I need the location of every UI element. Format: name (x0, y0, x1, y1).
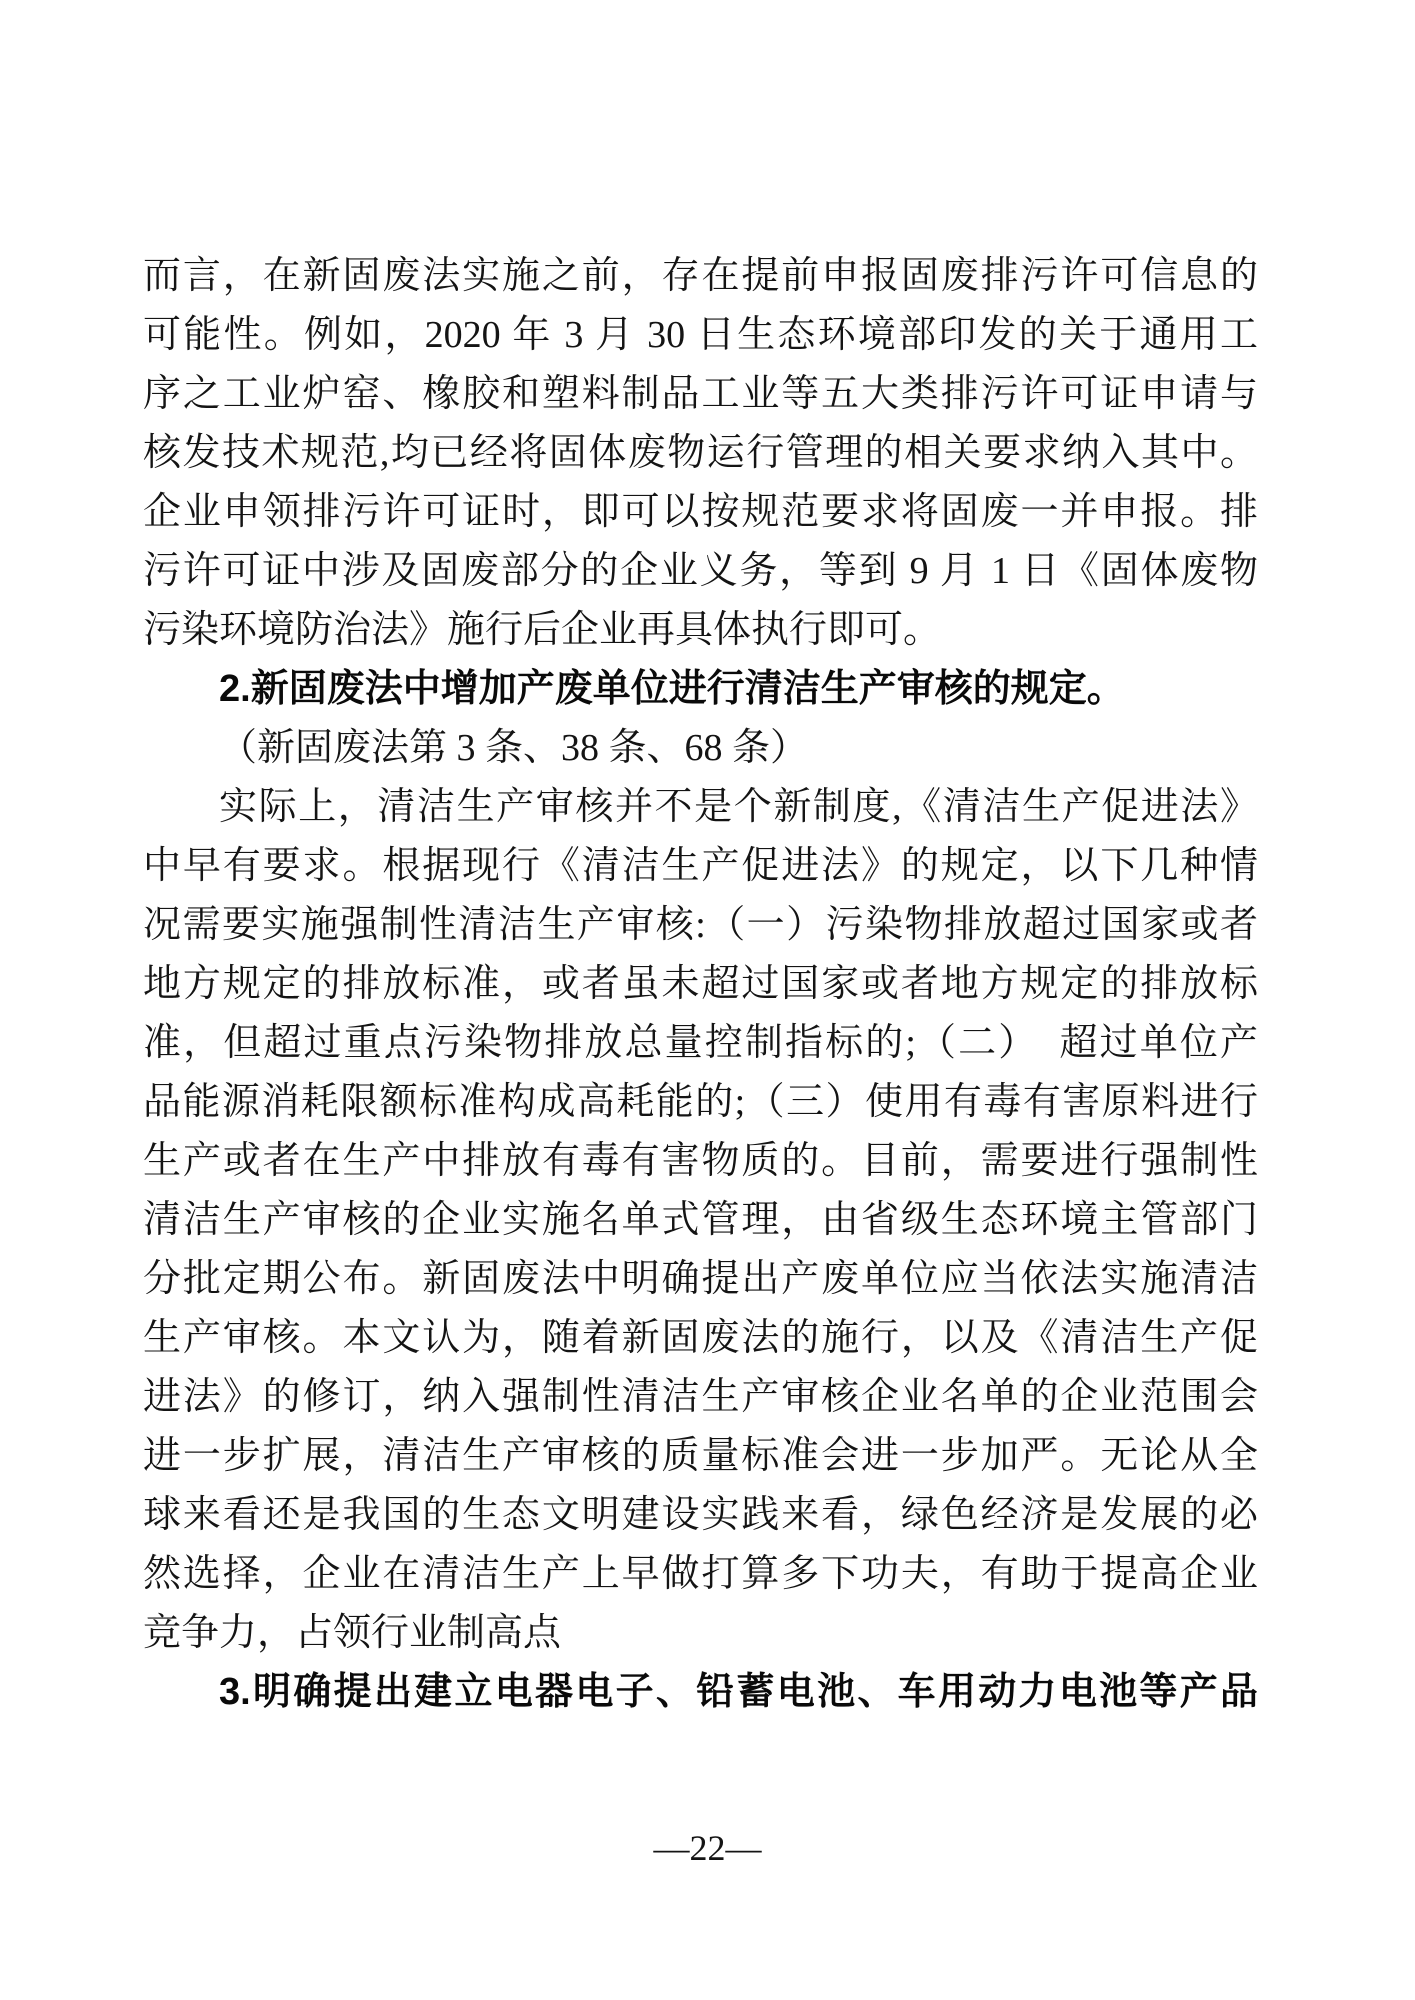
heading-line: 2.新固废法中增加产废单位进行清洁生产审核的规定。 (219, 668, 1125, 710)
page-number: —22— (653, 1828, 762, 1868)
text-line: 球来看还是我国的生态文明建设实践来看，绿色经济是发展的必 (143, 1494, 1258, 1536)
text-line: 分批定期公布。新固废法中明确提出产废单位应当依法实施清洁 (143, 1258, 1258, 1300)
text-line: 地方规定的排放标准，或者虽未超过国家或者地方规定的排放标 (143, 963, 1258, 1005)
text-block (143, 247, 1258, 1722)
text-line: 竞争力，占领行业制高点 (143, 1612, 562, 1654)
text-line: 生产或者在生产中排放有毒有害物质的。目前，需要进行强制性 (143, 1140, 1258, 1182)
text-line: 可能性。例如，2020 年 3 月 30 日生态环境部印发的关于通用工 (143, 314, 1258, 356)
text-line: 况需要实施强制性清洁生产审核:（一）污染物排放超过国家或者 (143, 904, 1258, 946)
text-line: 核发技术规范,均已经将固体废物运行管理的相关要求纳入其中。 (143, 432, 1258, 474)
text-line: 实际上，清洁生产审核并不是个新制度,《清洁生产促进法》 (219, 786, 1258, 828)
heading-line: 3.明确提出建立电器电子、铅蓄电池、车用动力电池等产品 (219, 1671, 1258, 1713)
text-line: 污许可证中涉及固废部分的企业义务，等到 9 月 1 日《固体废物 (143, 550, 1258, 592)
text-line: 进法》的修订，纳入强制性清洁生产审核企业名单的企业范围会 (143, 1376, 1258, 1418)
text-line: 准，但超过重点污染物排放总量控制指标的;（二） 超过单位产 (143, 1022, 1258, 1064)
text-line: （新固废法第 3 条、38 条、68 条） (219, 727, 809, 769)
text-line: 品能源消耗限额标准构成高耗能的;（三）使用有毒有害原料进行 (143, 1081, 1258, 1123)
text-line: 然选择，企业在清洁生产上早做打算多下功夫，有助于提高企业 (143, 1553, 1258, 1595)
text-line: 企业申领排污许可证时，即可以按规范要求将固废一并申报。排 (143, 491, 1258, 533)
text-line: 生产审核。本文认为，随着新固废法的施行，以及《清洁生产促 (143, 1317, 1258, 1359)
text-line: 而言，在新固废法实施之前，存在提前申报固废排污许可信息的 (143, 255, 1258, 297)
text-line: 中早有要求。根据现行《清洁生产促进法》的规定，以下几种情 (143, 845, 1258, 887)
text-line: 污染环境防治法》施行后企业再具体执行即可。 (143, 609, 942, 651)
text-line: 清洁生产审核的企业实施名单式管理，由省级生态环境主管部门 (143, 1199, 1258, 1241)
text-line: 序之工业炉窑、橡胶和塑料制品工业等五大类排污许可证申请与 (143, 373, 1258, 415)
text-line: 进一步扩展，清洁生产审核的质量标准会进一步加严。无论从全 (143, 1435, 1258, 1477)
